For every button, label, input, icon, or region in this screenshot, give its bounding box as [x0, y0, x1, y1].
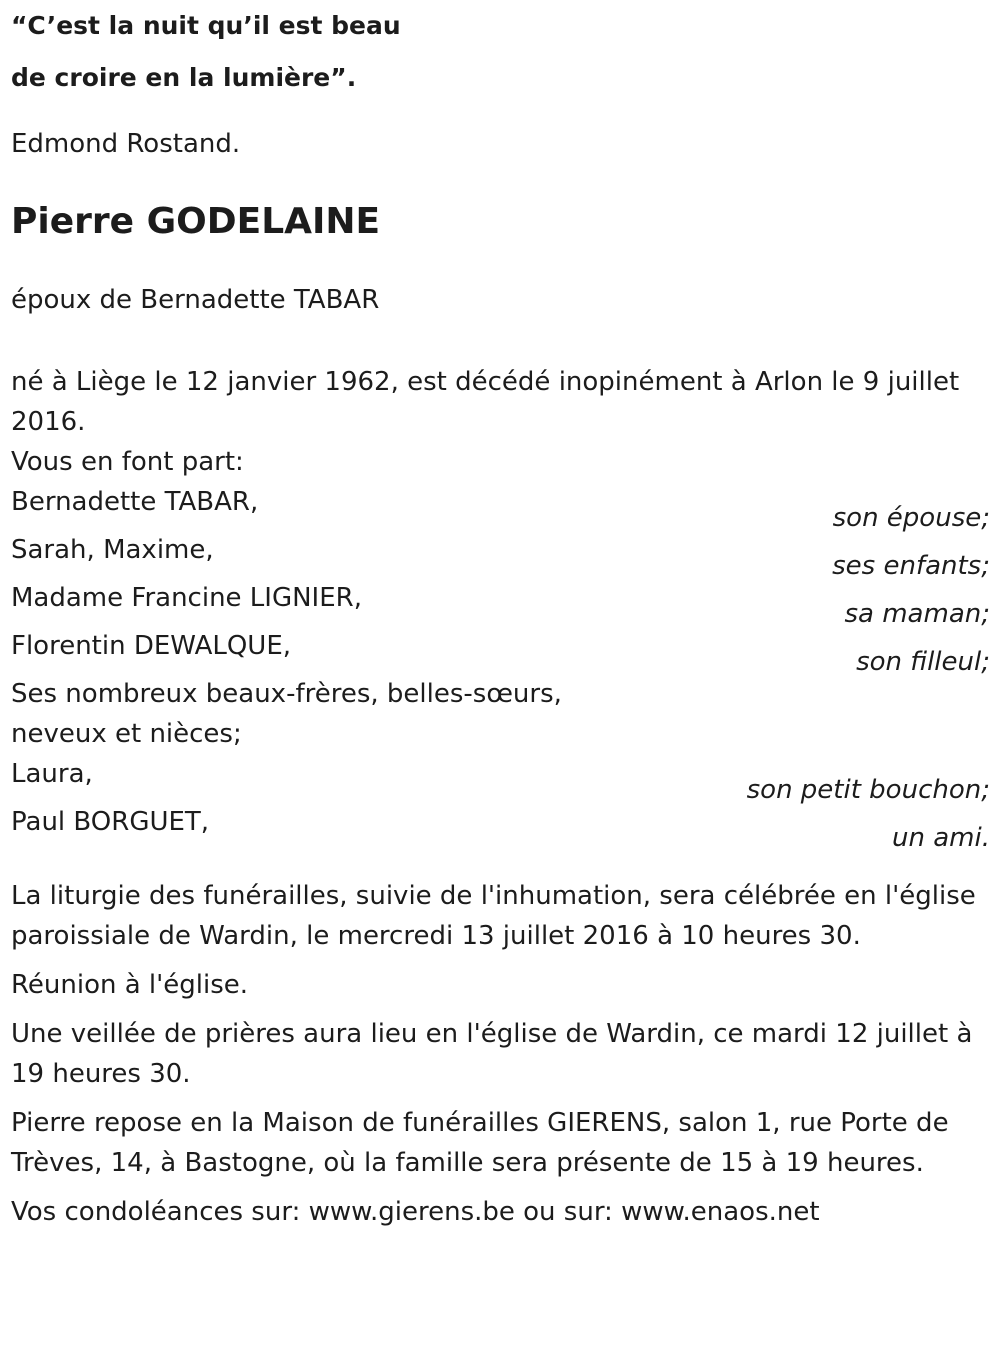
family-entry: [11, 578, 990, 629]
family-relation: sa maman;: [844, 599, 990, 629]
family-name: Madame Francine LIGNIER,: [11, 583, 362, 613]
family-list: [11, 482, 990, 853]
family-relation: ses enfants;: [832, 551, 990, 581]
repose-note: Pierre repose en la Maison de funérailles GIERENS, salon 1, rue Porte de Trèves, 14, à Bastogne, où la famille sera présente de 15 à 19 heures.: [11, 1108, 949, 1178]
family-name: Florentin DEWALQUE,: [11, 631, 292, 661]
family-name: Paul BORGUET,: [11, 807, 210, 837]
meeting-note: Réunion à l'église.: [11, 970, 249, 1000]
family-entry: [11, 626, 990, 677]
family-name: neveux et nièces;: [11, 719, 242, 749]
spouse-line: époux de Bernadette TABAR: [11, 285, 380, 315]
family-relation: son filleul;: [856, 647, 990, 677]
obituary-content: [11, 0, 990, 1232]
deceased-name: Pierre GODELAINE: [11, 201, 381, 242]
family-relation: son petit bouchon;: [746, 775, 990, 805]
condolences-note: Vos condoléances sur: www.gierens.be ou sur: www.enaos.net: [11, 1197, 820, 1227]
family-name: Ses nombreux beaux-frères, belles-sœurs,: [11, 679, 562, 709]
quote-line-2: de croire en la lumière”.: [11, 63, 357, 92]
birth-death-statement: né à Liège le 12 janvier 1962, est décédé inopinément à Arlon le 9 juillet 2016.: [11, 367, 960, 437]
quote-line-1: “C’est la nuit qu’il est beau: [11, 11, 401, 40]
epigraph-quote: [11, 0, 990, 104]
family-entry: [11, 802, 990, 853]
family-relation: un ami.: [892, 823, 990, 853]
vigil-note: Une veillée de prières aura lieu en l'église de Wardin, ce mardi 12 juillet à 19 heures 30.: [11, 1019, 973, 1089]
family-name: Sarah, Maxime,: [11, 535, 214, 565]
family-entry: [11, 530, 990, 581]
quote-author: Edmond Rostand.: [11, 129, 241, 159]
family-relation: son épouse;: [832, 503, 990, 533]
family-entry: [11, 674, 990, 805]
funeral-liturgy: La liturgie des funérailles, suivie de l'inhumation, sera célébrée en l'église paroissiale de Wardin, le mercredi 13 juillet 2016 à 10 heures 30.: [11, 881, 976, 951]
family-entry: [11, 482, 990, 533]
family-name: Bernadette TABAR,: [11, 487, 259, 517]
announcement-line: Vous en font part:: [11, 447, 244, 477]
family-name: Laura,: [11, 759, 93, 789]
